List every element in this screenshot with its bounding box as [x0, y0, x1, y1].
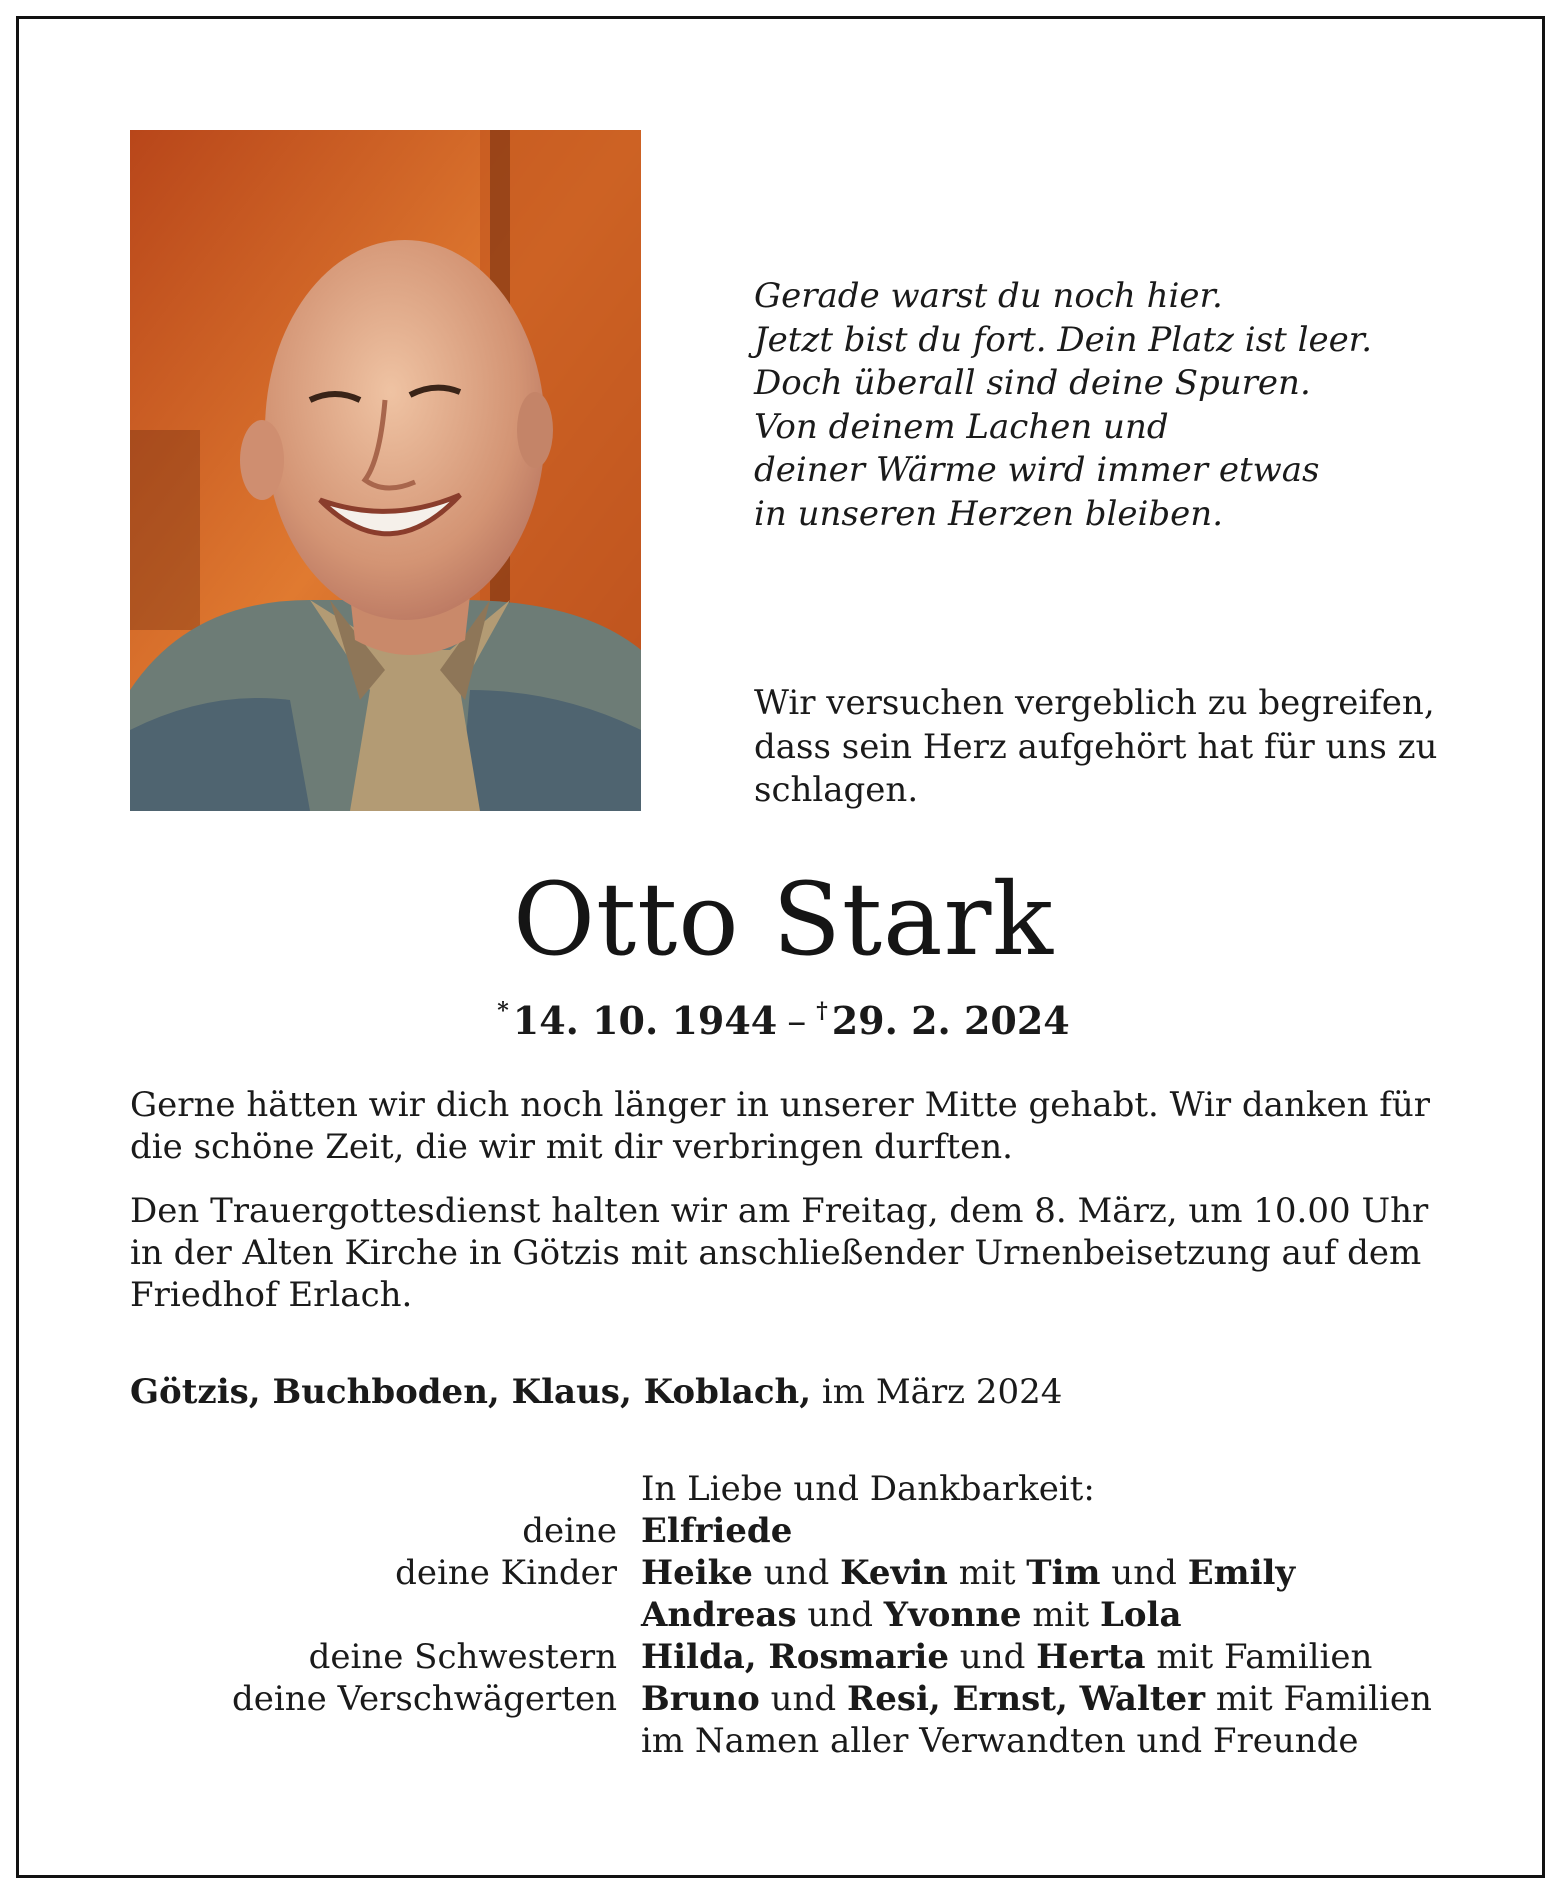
poem-line: deiner Wärme wird immer etwas [754, 450, 1320, 490]
grief-line: Wir versuchen vergeblich zu begreifen, [754, 683, 1435, 723]
mourner-connector: mit Familien [1145, 1637, 1373, 1677]
mourner-names [641, 1678, 1432, 1720]
thanks-paragraph [130, 1084, 1450, 1168]
poem [754, 275, 1454, 536]
birth-date: 14. 10. 1944 [512, 998, 778, 1043]
mourner-name: Yvonne [883, 1595, 1022, 1635]
mourner-connector: und [752, 1553, 841, 1593]
life-dates [0, 986, 1567, 1046]
birth-symbol: * [497, 998, 509, 1024]
mourner-connector: mit [947, 1553, 1027, 1593]
mourner-connector: und [948, 1637, 1037, 1677]
mourner-row [0, 1510, 1567, 1552]
place-date-line [130, 1370, 1062, 1414]
grief-statement [754, 682, 1474, 813]
mourner-names [641, 1552, 1295, 1594]
mourner-row [0, 1594, 1567, 1636]
mourners-list [0, 1468, 1567, 1762]
mourner-row [0, 1720, 1567, 1762]
mourner-row [0, 1552, 1567, 1594]
poem-line: Gerade warst du noch hier. [754, 276, 1223, 316]
mourner-row [0, 1678, 1567, 1720]
mourner-relation: deine Kinder [395, 1553, 617, 1593]
mourner-name: Resi, Ernst, Walter [846, 1679, 1206, 1719]
mourner-names [641, 1636, 1372, 1678]
mourner-connector: und [759, 1679, 847, 1719]
paragraph-line: Gerne hätten wir dich noch länger in unserer Mitte gehabt. Wir danken für [130, 1085, 1431, 1125]
mourner-connector: mit [1021, 1595, 1100, 1635]
paragraph-line: Den Trauergottesdienst halten wir am Freitag, dem 8. März, um 10.00 Uhr [130, 1191, 1429, 1231]
death-date: 29. 2. 2024 [831, 998, 1070, 1043]
mourner-name: Andreas [641, 1595, 797, 1635]
mourner-name: Heike [641, 1553, 753, 1593]
mourners-intro-row [0, 1468, 1567, 1510]
mourners-intro: In Liebe und Dankbarkeit: [641, 1469, 1095, 1509]
mourner-relation: deine [522, 1511, 617, 1551]
mourner-name: Lola [1099, 1595, 1182, 1635]
poem-line: Von deinem Lachen und [754, 406, 1169, 447]
mourner-name: Herta [1036, 1637, 1146, 1677]
paragraph-line: in der Alten Kirche in Götzis mit anschließender Urnenbeisetzung auf dem [130, 1233, 1422, 1273]
poem-line: in unseren Herzen bleiben. [754, 493, 1224, 534]
date-dash: – [787, 999, 807, 1043]
place-date: im März 2024 [821, 1372, 1063, 1412]
mourner-name: Bruno [641, 1679, 760, 1719]
mourner-row [0, 1636, 1567, 1678]
mourner-name: Tim [1026, 1553, 1101, 1593]
locations: Götzis, Buchboden, Klaus, Koblach, [130, 1372, 812, 1412]
mourner-name: Elfriede [641, 1511, 793, 1551]
poem-line: Jetzt bist du fort. Dein Platz ist leer. [754, 319, 1373, 360]
mourner-connector: im Namen aller Verwandten und Freunde [641, 1721, 1359, 1761]
portrait-icon [130, 130, 641, 811]
mourner-names [641, 1510, 792, 1552]
grief-line: schlagen. [754, 770, 919, 810]
mourner-connector: und [1100, 1553, 1188, 1593]
paragraph-line: die schöne Zeit, die wir mit dir verbringen durften. [130, 1127, 1013, 1167]
mourner-relation: deine Verschwägerten [232, 1679, 617, 1719]
mourner-connector: und [796, 1595, 884, 1635]
mourner-connector: mit Familien [1205, 1679, 1432, 1719]
mourner-name: Kevin [840, 1553, 948, 1593]
paragraph-line: Friedhof Erlach. [130, 1275, 413, 1315]
mourner-names [641, 1594, 1182, 1636]
poem-line: Doch überall sind deine Spuren. [754, 363, 1311, 403]
mourner-relation: deine Schwestern [308, 1637, 617, 1677]
deceased-name: Otto Stark [512, 861, 1055, 978]
mourner-names [641, 1720, 1359, 1762]
service-paragraph [130, 1190, 1450, 1316]
mourner-name: Hilda, Rosmarie [641, 1637, 949, 1677]
portrait-photo [130, 130, 641, 811]
mourner-name: Emily [1187, 1553, 1296, 1593]
death-symbol: † [816, 998, 828, 1024]
grief-line: dass sein Herz aufgehört hat für uns zu [754, 726, 1438, 767]
